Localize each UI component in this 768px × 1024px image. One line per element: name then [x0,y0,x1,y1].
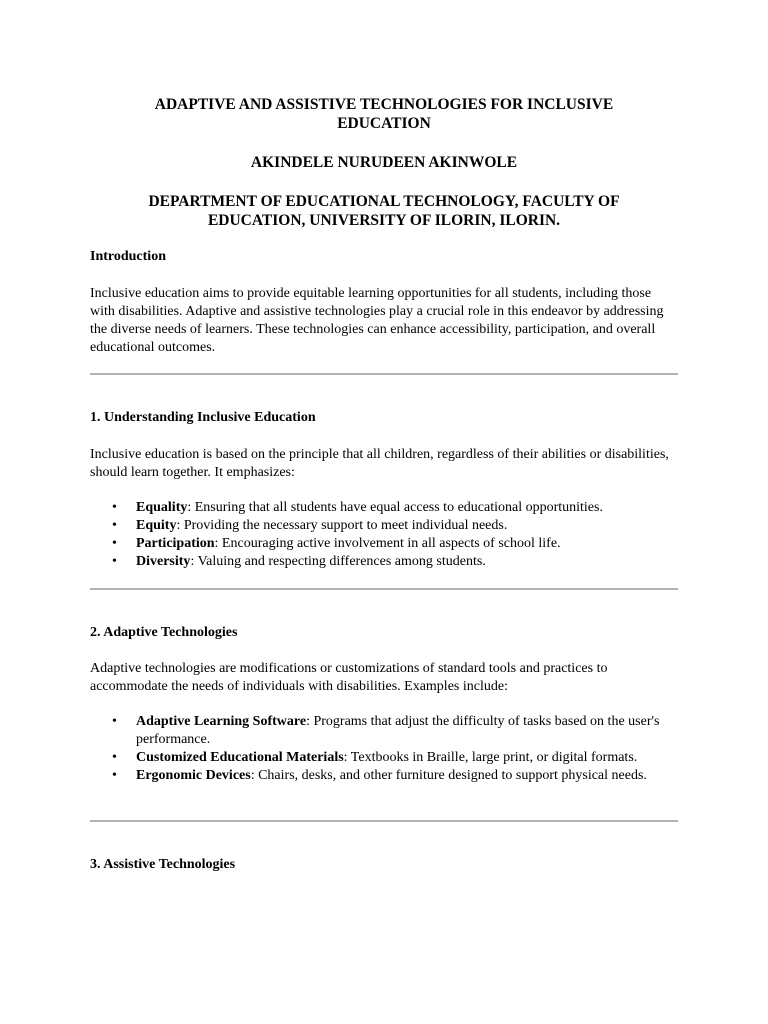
list-item-desc: : Ensuring that all students have equal access to educational opportunities. [187,500,603,515]
list-item [90,499,678,517]
bullet-icon: • [112,714,117,729]
author-name: AKINDELE NURUDEEN AKINWOLE [250,154,518,171]
list-item [90,553,678,571]
list-item-term: Equality [136,500,188,515]
affiliation-line-1: DEPARTMENT OF EDUCATIONAL TECHNOLOGY, FACULTY OF [148,193,620,210]
list-item-term: Diversity [136,554,191,569]
list-item [90,517,678,535]
intro-heading: Introduction [90,249,166,264]
list-item-desc: : Providing the necessary support to meet individual needs. [176,518,508,533]
title-line-1: ADAPTIVE AND ASSISTIVE TECHNOLOGIES FOR INCLUSIVE [154,96,614,113]
list-item-desc: : Encouraging active involvement in all aspects of school life. [214,536,561,551]
bullet-icon: • [112,768,117,783]
affiliation-line-2: EDUCATION, UNIVERSITY OF ILORIN, ILORIN. [207,212,561,229]
bullet-icon: • [112,750,117,765]
section1-heading: 1. Understanding Inclusive Education [90,410,316,425]
section-divider [90,820,678,822]
section1-paragraph: Inclusive education is based on the principle that all children, regardless of their abilities or disabilities, should learn together. It emphasizes: [90,447,669,480]
section-divider [90,588,678,590]
intro-paragraph: Inclusive education aims to provide equitable learning opportunities for all students, including those with disabilities. Adaptive and assistive technologies play a crucial role in this endeavor by addressing the diverse needs of learners. These technologies can enhance accessibility, participation, and overall educational outcomes. [90,286,664,355]
list-item-desc: : Textbooks in Braille, large print, or digital formats. [343,750,638,765]
list-item-desc: : Programs that adjust the difficulty of tasks based on the user's performance. [136,714,660,747]
section2-heading: 2. Adaptive Technologies [90,625,238,640]
list-item-desc: : Chairs, desks, and other furniture designed to support physical needs. [250,768,647,783]
section3-heading: 3. Assistive Technologies [90,857,236,872]
list-item-term: Customized Educational Materials [136,750,344,765]
list-item-term: Ergonomic Devices [136,768,251,783]
document-title [90,95,678,133]
section1-list [90,499,678,571]
title-line-2: EDUCATION [337,115,431,132]
list-item-term: Adaptive Learning Software [136,714,307,729]
bullet-icon: • [112,500,117,515]
affiliation [90,192,678,230]
list-item-term: Equity [136,518,177,533]
bullet-icon: • [112,554,117,569]
section-divider [90,373,678,375]
list-item-desc: : Valuing and respecting differences among students. [190,554,486,569]
list-item [90,713,678,749]
bullet-icon: • [112,518,117,533]
section2-list [90,713,678,785]
section2-paragraph: Adaptive technologies are modifications or customizations of standard tools and practices to accommodate the needs of individuals with disabilities. Examples include: [90,661,608,694]
list-item [90,749,678,767]
list-item [90,767,678,785]
list-item [90,535,678,553]
bullet-icon: • [112,536,117,551]
list-item-term: Participation [136,536,215,551]
